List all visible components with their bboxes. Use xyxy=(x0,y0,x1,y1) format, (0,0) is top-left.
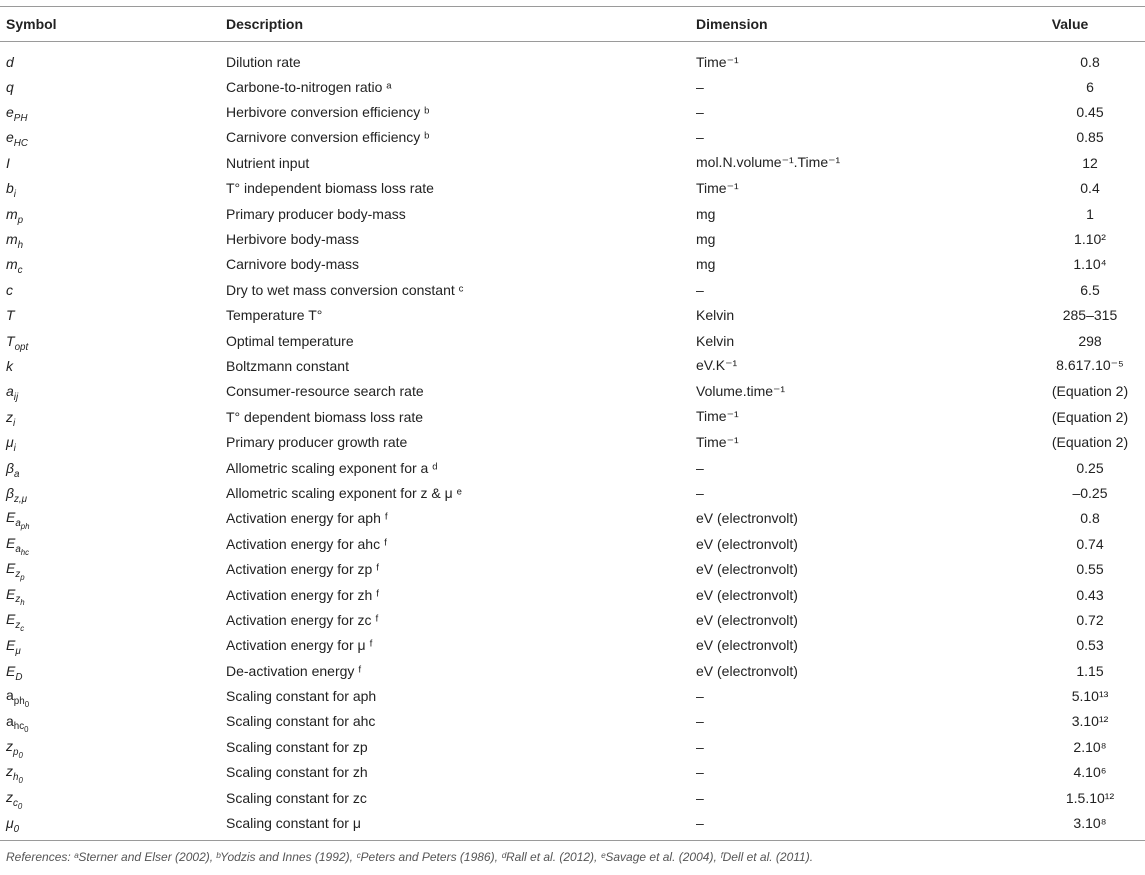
cell-dimension: eV (electronvolt) xyxy=(696,662,798,679)
cell-dimension: eV (electronvolt) xyxy=(696,611,798,628)
table-row xyxy=(0,303,1145,328)
table-row xyxy=(0,252,1145,277)
header-symbol: Symbol xyxy=(0,7,220,42)
table-row xyxy=(0,709,1145,734)
cell-dimension: mg xyxy=(696,205,716,222)
cell-dimension: Volume.time⁻¹ xyxy=(696,382,786,399)
cell-dimension: eV (electronvolt) xyxy=(696,637,798,654)
cell-description: T° independent biomass loss rate xyxy=(226,180,434,197)
cell-dimension: – xyxy=(696,688,704,705)
cell-symbol: $b_i$ xyxy=(6,180,16,201)
table-row xyxy=(0,607,1145,632)
cell-dimension: mol.N.volume⁻¹.Time⁻¹ xyxy=(696,154,841,171)
cell-dimension: – xyxy=(696,484,704,501)
cell-value: 0.55 xyxy=(1076,561,1104,578)
cell-symbol: $E_\mu$ xyxy=(6,637,21,658)
cell-dimension: – xyxy=(696,789,704,806)
table-row xyxy=(0,176,1145,201)
cell-symbol: $z_i$ xyxy=(6,408,16,429)
cell-symbol: $a_{ij}$ xyxy=(6,383,19,404)
cell-description: Nutrient input xyxy=(226,154,310,171)
cell-dimension: mg xyxy=(696,231,716,248)
cell-value: –0.25 xyxy=(1072,484,1108,501)
cell-description: Primary producer growth rate xyxy=(226,434,408,451)
table-row xyxy=(0,226,1145,251)
cell-description: De-activation energy ᶠ xyxy=(226,662,362,679)
table-row xyxy=(0,379,1145,404)
cell-description: Scaling constant for ahc xyxy=(226,713,376,730)
table-row xyxy=(0,582,1145,607)
cell-description: Optimal temperature xyxy=(226,332,354,349)
cell-value: 4.10⁶ xyxy=(1073,764,1107,781)
cell-value: 0.4 xyxy=(1080,180,1100,197)
cell-symbol: c xyxy=(6,281,13,298)
cell-symbol: $m_c$ xyxy=(6,256,23,277)
cell-symbol: $z_{p_0}$ xyxy=(6,737,23,760)
table-row xyxy=(0,353,1145,378)
cell-value: 6 xyxy=(1086,78,1094,95)
cell-dimension: mg xyxy=(696,256,716,273)
cell-dimension: – xyxy=(696,764,704,781)
table-row xyxy=(0,150,1145,175)
header-row xyxy=(0,7,1145,42)
table-row xyxy=(0,74,1145,99)
cell-dimension: Time⁻¹ xyxy=(696,408,739,425)
cell-value: 0.8 xyxy=(1080,510,1100,527)
table-row xyxy=(0,125,1145,150)
cell-description: Boltzmann constant xyxy=(226,357,349,374)
table-row xyxy=(0,480,1145,505)
cell-value: 0.43 xyxy=(1076,586,1104,603)
cell-value: 3.10¹² xyxy=(1071,713,1109,730)
cell-symbol: T xyxy=(6,307,15,324)
cell-symbol: k xyxy=(6,357,13,374)
cell-description: Activation energy for zp ᶠ xyxy=(226,561,380,578)
cell-value: 0.74 xyxy=(1076,535,1104,552)
table-row xyxy=(0,633,1145,658)
table-row xyxy=(0,404,1145,429)
header-value: Value xyxy=(995,7,1145,42)
cell-description: Activation energy for aph ᶠ xyxy=(226,510,388,527)
cell-description: Scaling constant for μ xyxy=(220,810,690,840)
cell-dimension: – xyxy=(690,810,995,840)
cell-dimension: eV (electronvolt) xyxy=(696,535,798,552)
cell-dimension: – xyxy=(696,713,704,730)
cell-symbol: $E_{z_c}$ xyxy=(6,611,25,633)
header-dimension: Dimension xyxy=(690,7,995,42)
cell-description: Allometric scaling exponent for a ᵈ xyxy=(226,459,438,476)
cell-value: 1.10⁴ xyxy=(1073,256,1107,273)
cell-symbol: $z_{h_0}$ xyxy=(6,763,23,786)
cell-description: Activation energy for zc ᶠ xyxy=(226,611,379,628)
cell-dimension: – xyxy=(696,104,704,121)
table-row xyxy=(0,810,1145,840)
cell-symbol: $E_{z_h}$ xyxy=(6,585,25,608)
cell-description: Activation energy for zh ᶠ xyxy=(226,586,380,603)
table-row xyxy=(0,277,1145,302)
cell-value: 0.53 xyxy=(1076,637,1104,654)
cell-description: T° dependent biomass loss rate xyxy=(226,408,424,425)
cell-dimension: – xyxy=(696,129,704,146)
cell-description: Carbone-to-nitrogen ratio ᵃ xyxy=(226,78,392,95)
cell-symbol: $E_{a_{hc}}$ xyxy=(6,534,30,557)
cell-value: (Equation 2) xyxy=(1051,434,1129,451)
table-row xyxy=(0,429,1145,454)
cell-value: 0.25 xyxy=(1076,459,1104,476)
table-body xyxy=(0,42,1145,841)
header-description: Description xyxy=(220,7,690,42)
table-row xyxy=(0,556,1145,581)
cell-value: 0.45 xyxy=(1076,104,1104,121)
cell-dimension: Time⁻¹ xyxy=(696,433,739,450)
cell-value: 5.10¹³ xyxy=(1071,688,1109,705)
cell-symbol: $m_p$ xyxy=(6,205,24,226)
table-row xyxy=(0,506,1145,531)
cell-description: Consumer-resource search rate xyxy=(226,383,424,400)
cell-value: 1.15 xyxy=(1076,662,1104,679)
cell-symbol: $z_{c_0}$ xyxy=(6,788,23,811)
cell-symbol: $\beta_a$ xyxy=(6,459,20,480)
cell-description: Scaling constant for zp xyxy=(226,738,368,755)
cell-dimension: eV (electronvolt) xyxy=(696,510,798,527)
cell-description: Temperature T° xyxy=(226,307,323,324)
table-row xyxy=(0,785,1145,810)
cell-symbol: I xyxy=(6,154,10,171)
table-row xyxy=(0,455,1145,480)
cell-value: 0.85 xyxy=(1076,129,1104,146)
cell-dimension: eV (electronvolt) xyxy=(696,586,798,603)
cell-description: Scaling constant for zc xyxy=(226,789,367,806)
cell-symbol: $e_{PH}$ xyxy=(6,104,28,124)
cell-symbol: $m_h$ xyxy=(6,231,24,251)
cell-symbol: q xyxy=(6,78,14,95)
table-row xyxy=(0,734,1145,759)
table-row xyxy=(0,760,1145,785)
cell-value: 0.72 xyxy=(1076,611,1104,628)
cell-description: Scaling constant for zh xyxy=(226,764,368,781)
cell-dimension: Kelvin xyxy=(696,332,735,349)
cell-description: Primary producer body-mass xyxy=(226,205,406,222)
table-row xyxy=(0,42,1145,75)
cell-dimension: Kelvin xyxy=(696,307,735,324)
cell-description: Herbivore conversion efficiency ᵇ xyxy=(226,104,430,121)
cell-dimension: – xyxy=(696,281,704,298)
cell-symbol: $T_{opt}$ xyxy=(6,332,29,353)
cell-description: Dry to wet mass conversion constant ᶜ xyxy=(226,281,464,298)
cell-value: 3.10⁸ xyxy=(995,810,1145,840)
cell-value: 0.8 xyxy=(1080,54,1100,70)
cell-value: 1.5.10¹² xyxy=(1065,789,1115,806)
cell-value: 1.10² xyxy=(1074,231,1106,248)
cell-symbol: $E_D$ xyxy=(6,662,23,683)
cell-symbol: $\beta_{z,\mu}$ xyxy=(6,484,27,505)
cell-dimension: – xyxy=(696,738,704,755)
table-row xyxy=(0,683,1145,708)
cell-symbol: $e_{HC}$ xyxy=(6,129,28,150)
cell-value: 298 xyxy=(1078,332,1102,349)
cell-value: 285–315 xyxy=(1062,307,1118,324)
cell-symbol: $a_{ph_0}$ xyxy=(6,687,30,709)
cell-symbol: $E_{z_p}$ xyxy=(6,560,25,582)
cell-dimension: Time⁻¹ xyxy=(696,179,739,196)
cell-value: (Equation 2) xyxy=(1051,408,1129,425)
cell-description: Scaling constant for aph xyxy=(226,688,377,705)
table-row xyxy=(0,328,1145,353)
table-row xyxy=(0,99,1145,124)
cell-description: Activation energy for ahc ᶠ xyxy=(226,535,388,552)
cell-value: 8.617.10⁻⁵ xyxy=(1056,357,1124,374)
cell-value: 2.10⁸ xyxy=(1073,738,1107,755)
cell-symbol: $a_{hc_0}$ xyxy=(6,712,29,735)
cell-symbol: $E_{a_{ph}}$ xyxy=(6,509,30,532)
cell-value: (Equation 2) xyxy=(1051,383,1129,400)
cell-symbol: $\mu_i$ xyxy=(6,434,16,454)
parameter-table xyxy=(0,6,1145,841)
cell-description: Carnivore body-mass xyxy=(226,256,360,273)
table-row xyxy=(0,531,1145,556)
cell-value: 1 xyxy=(1086,205,1094,222)
cell-dimension: – xyxy=(696,459,704,476)
cell-description: Dilution rate xyxy=(226,54,301,70)
cell-dimension: Time⁻¹ xyxy=(696,53,739,70)
cell-dimension: – xyxy=(696,78,704,95)
table-row xyxy=(0,201,1145,226)
cell-description: Allometric scaling exponent for z & μ ᵉ xyxy=(226,484,462,501)
cell-description: Activation energy for μ ᶠ xyxy=(226,637,373,654)
cell-description: Carnivore conversion efficiency ᵇ xyxy=(226,129,430,146)
cell-dimension: eV.K⁻¹ xyxy=(696,357,738,374)
cell-value: 6.5 xyxy=(1080,281,1100,298)
cell-description: Herbivore body-mass xyxy=(226,231,360,248)
cell-symbol: $\mu_0$ xyxy=(0,810,220,840)
cell-symbol: d xyxy=(6,54,14,70)
references-note: References: ᵃSterner and Elser (2002), ᵇYodzis and Innes (1992), ᶜPeters and Peters (1986), ᵈRall et al. (2012), ᵉSavage et al. (2004), ᶠDell et al. (2011). xyxy=(6,850,814,864)
cell-value: 12 xyxy=(1082,154,1098,171)
cell-dimension: eV (electronvolt) xyxy=(696,561,798,578)
table-row xyxy=(0,658,1145,683)
